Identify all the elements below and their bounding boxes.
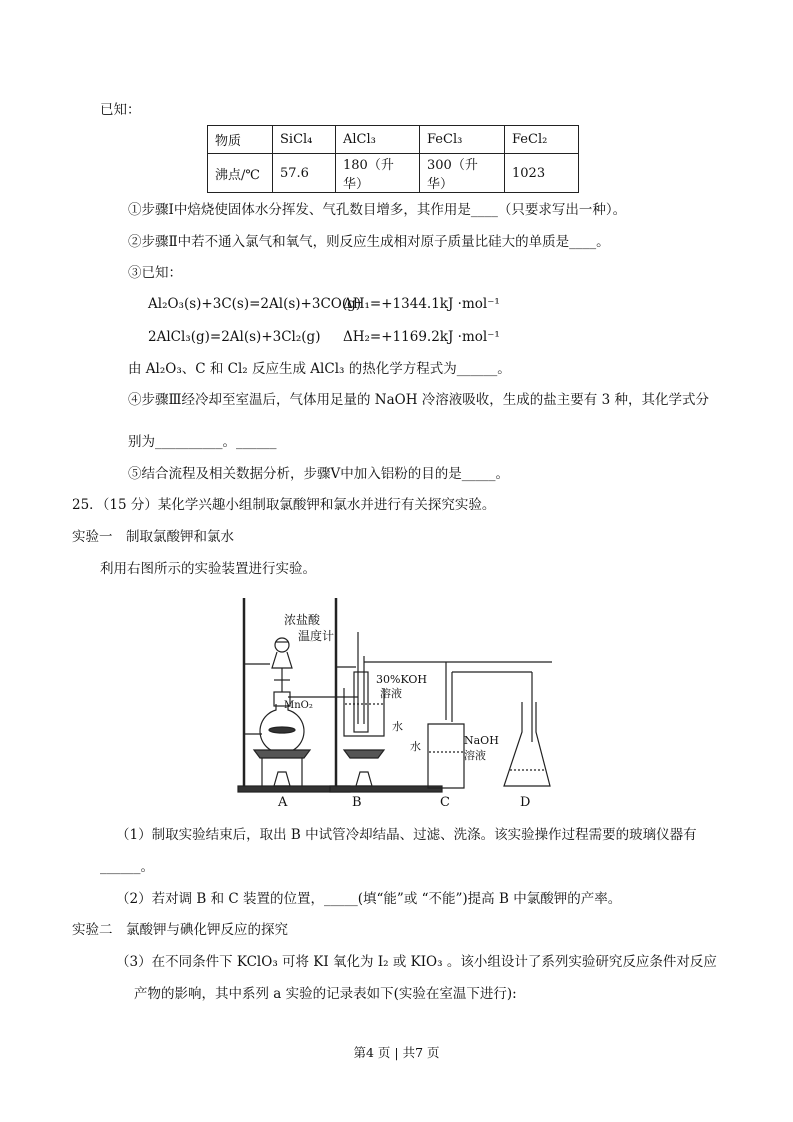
table-cell: 180（升华） [336,154,420,193]
separatory-funnel [272,638,292,692]
question-3-label: ③已知： [128,265,182,281]
problem-25-header: 25．（15 分）某化学兴趣小组制取氯酸钾和氯水并进行有关探究实验。 [72,497,496,513]
burner-b [344,750,384,786]
experiment-1-intro: 利用右图所示的实验装置进行实验。 [100,561,316,577]
equation-1: Al₂O₃(s)+3C(s)=2Al(s)+3CO(g) [148,296,362,312]
sub-question-1-line-2: ______。 [100,859,154,875]
station-label-b: B [352,795,362,810]
table-cell: 沸点/℃ [208,154,273,193]
sub-question-3-line-1: （3）在不同条件下 KClO₃ 可将 KI 氧化为 I₂ 或 KIO₃ 。该小组设计了系列实验研究反应条件对反应 [116,954,717,970]
burner-a [254,750,310,786]
question-5: ⑤结合流程及相关数据分析，步骤Ⅴ中加入铝粉的目的是_____。 [128,466,509,482]
label-water-c: 水 [410,740,421,753]
bottle-c [428,662,464,788]
table-cell: 57.6 [273,154,336,193]
table-row [208,126,579,154]
table-cell: SiCl₄ [273,126,336,154]
experiment-1-title: 实验一 制取氯酸钾和氯水 [72,529,234,545]
label-mno2: MnO₂ [284,700,313,711]
sub-question-2: （2）若对调 B 和 C 装置的位置，_____(填“能”或 “不能”)提高 B 中氯酸钾的产率。 [116,891,622,907]
experiment-2-title: 实验二 氯酸钾与碘化钾反应的探究 [72,922,288,938]
stand-a [238,598,350,792]
question-4-line-2: 别为__________。______ [128,434,277,450]
label-naoh-1: NaOH [464,734,499,747]
label-koh-2: 溶液 [380,687,402,700]
page-footer: 第4 页 | 共7 页 [353,1045,440,1060]
equation-2: 2AlCl₃(g)=2Al(s)+3Cl₂(g) [148,329,321,345]
label-thermometer: 温度计 [298,629,335,643]
table-cell: 物质 [208,126,273,154]
apparatus-diagram [232,592,552,820]
sub-question-1-line-1: （1）制取实验结束后，取出 B 中试管冷却结晶、过滤、洗涤。该实验操作过程需要的玻璃仪器有 [116,827,697,843]
table-cell: FeCl₂ [505,126,579,154]
equation-2-enthalpy: ΔH₂=+1169.2kJ ·mol⁻¹ [343,329,500,345]
boiling-point-table [207,125,579,193]
table-cell: 300（升华） [420,154,505,193]
label-conc-hcl: 浓盐酸 [284,613,321,627]
known-label: 已知： [100,102,141,118]
question-3-text: 由 Al₂O₃、C 和 Cl₂ 反应生成 AlCl₃ 的热化学方程式为______。 [128,361,511,377]
table-cell: 1023 [505,154,579,193]
question-1: ①步骤Ⅰ中焙烧使固体水分挥发、气孔数目增多，其作用是____（只要求写出一种）。 [128,202,627,218]
label-water-b: 水 [392,720,403,733]
equation-1-enthalpy: ΔH₁=+1344.1kJ ·mol⁻¹ [343,296,500,312]
beaker-b [338,632,552,736]
sub-question-3-line-2: 产物的影响，其中系列 a 实验的记录表如下(实验在室温下进行): [134,986,517,1002]
table-row [208,154,579,193]
station-label-d: D [520,795,531,810]
station-label-c: C [440,795,450,810]
table-cell: AlCl₃ [336,126,420,154]
flask-d [452,672,550,786]
table-cell: FeCl₃ [420,126,505,154]
label-koh-1: 30%KOH [376,673,427,686]
question-4-line-1: ④步骤Ⅲ经冷却至室温后，气体用足量的 NaOH 冷溶液吸收，生成的盐主要有 3 种，其化学式分 [128,392,709,408]
question-2: ②步骤Ⅱ中若不通入氯气和氧气，则反应生成相对原子质量比硅大的单质是____。 [128,234,610,250]
station-label-a: A [278,795,288,810]
label-naoh-2: 溶液 [464,749,486,762]
